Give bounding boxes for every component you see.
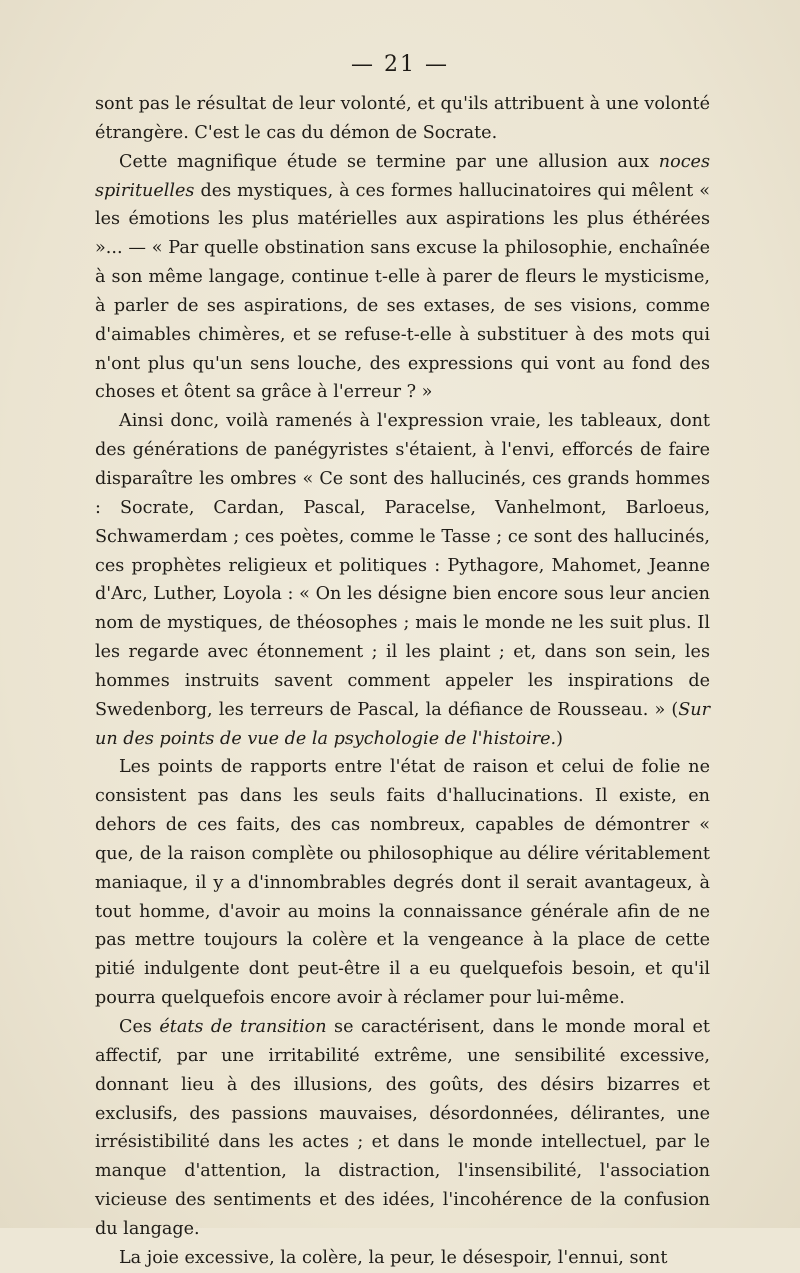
paragraph-5: Ces états de transition se caractérisent, dans le monde moral et affectif, par une irritabilité extrême, une sensibilité excessive, donnant lieu à des illusions, des goûts, des désirs bizarres et exclusifs, des passions mauvaises, désordonnées, délirantes, une irrésistibilité dans les actes ; et dans le monde intellectuel, par le manque d'attention, la distraction, l'insensibilité, l'association vicieuse des sentiments et des idées, l'incohérence de la confusion du langage. [95,1017,710,1239]
body-text [95,90,710,1273]
page-number: — 21 — [351,52,449,77]
paragraph-4: Les points de rapports entre l'état de raison et celui de folie ne consistent pas dans les seuls faits d'hallucinations. Il existe, en dehors de ces faits, des cas nombreux, capables de démontrer « que, de la raison complète ou philosophique au délire véritablement maniaque, il y a d'innombrables degrés dont il serait avantageux, à tout homme, d'avoir au moins la connaissance générale afin de ne pas mettre toujours la colère et la vengeance à la place de cette pitié indulgente dont peut-être il a eu quelquefois besoin, et qu'il pourra quelquefois encore avoir à réclamer pour lui-même. [95,757,710,1009]
paragraph-1: sont pas le résultat de leur volonté, et qu'ils attribuent à une volonté étrangère. C'est le cas du démon de Socrate. [95,94,710,143]
paragraph-3: Ainsi donc, voilà ramenés à l'expression vraie, les tableaux, dont des générations de panégyristes s'étaient, à l'envi, efforcés de faire disparaître les ombres « Ce sont des hallucinés, ces grands hommes : Socrate, Cardan, Pascal, Paracelse, Vanhelmont, Barloeus, Schwamerdam ; ces poètes, comme le Tasse ; ce sont des hallucinés, ces prophètes religieux et politiques : Pythagore, Mahomet, Jeanne d'Arc, Luther, Loyola : « On les désigne bien encore sous leur ancien nom de mystiques, de théosophes ; mais le monde ne les suit plus. Il les regarde avec étonnement ; il les plaint ; et, dans son sein, les hommes instruits savent comment appeler les inspirations de Swedenborg, les terreurs de Pascal, la défiance de Rousseau. » (Sur un des points de vue de la psychologie de l'histoire.) [95,411,710,749]
italic-citation-title: Sur un des points de vue de la psychologie de l'histoire. [95,699,710,749]
italic-phrase-noces: noces spirituelles [95,151,710,201]
italic-phrase-etats: états de transition [159,1017,327,1037]
paragraph-2: Cette magnifique étude se termine par une allusion aux noces spirituelles des mystiques, à ces formes hallucinatoires qui mêlent « les émotions les plus matérielles aux aspirations les plus éthérées »... — « Par quelle obstination sans excuse la philosophie, enchaînée à son même langage, continue t-elle à parer de fleurs le mysticisme, à parler de ses aspirations, de ses extases, de ses visions, comme d'aimables chimères, et se refuse-t-elle à substituer à des mots qui n'ont plus qu'un sens louche, des expressions qui vont au fond des choses et ôtent sa grâce à l'erreur ? » [95,151,710,403]
paragraph-6: La joie excessive, la colère, la peur, le désespoir, l'ennui, sont [119,1247,668,1268]
